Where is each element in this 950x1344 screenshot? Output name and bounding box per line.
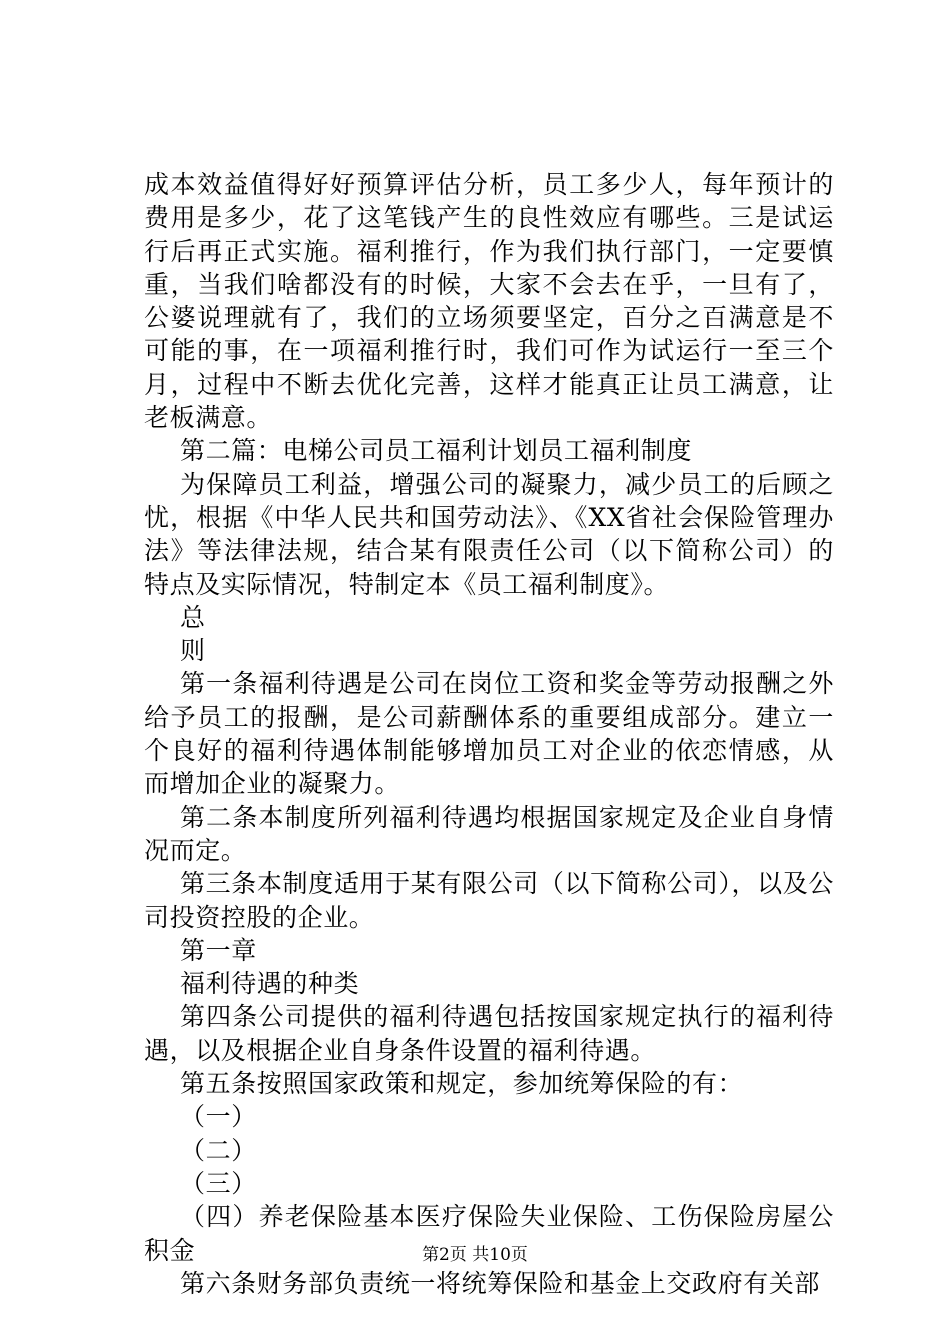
paragraph: 福利待遇的种类 [180,969,360,999]
paragraph: 总 [180,602,206,632]
paragraph: 第三条本制度适用于某有限公司（以下简称公司），以及公司投资控股的企业。 [144,869,834,932]
paragraph: 第二篇：电梯公司员工福利计划员工福利制度 [180,436,693,466]
paragraph: 成本效益值得好好预算评估分析，员工多少人，每年预计的费用是多少，花了这笔钱产生的良性效应有哪些。三是试运行后再正式实施。福利推行，作为我们执行部门，一定要慎重，当我们啥都没有的时候，大家不会去在乎，一旦有了，公婆说理就有了，我们的立场须要坚定，百分之百满意是不可能的事，在一项福利推行时，我们可作为试运行一至三个月，过程中不断去优化完善，这样才能真正让员工满意，让老板满意。 [144,170,834,433]
paragraph: 第五条按照国家政策和规定，参加统筹保险的有： [180,1069,744,1099]
paragraph: 第四条公司提供的福利待遇包括按国家规定执行的福利待遇，以及根据企业自身条件设置的福利待遇。 [144,1002,834,1065]
paragraph: 第一条福利待遇是公司在岗位工资和奖金等劳动报酬之外给予员工的报酬，是公司薪酬体系的重要组成部分。建立一个良好的福利待遇体制能够增加员工对企业的依恋情感，从而增加企业的凝聚力。 [144,669,834,799]
paragraph: （二） [180,1135,257,1165]
page-footer: 第2页 共10页 [422,1245,528,1265]
paragraph: （四）养老保险基本医疗保险失业保险、工伤保险房屋公积金 [144,1202,834,1265]
document-body [144,168,834,1300]
paragraph: 则 [180,636,206,666]
paragraph: 第一章 [180,935,257,965]
paragraph: 第六条财务部负责统一将统筹保险和基金上交政府有关部 [180,1268,821,1298]
paragraph: （三） [180,1168,257,1198]
paragraph: 为保障员工利益，增强公司的凝聚力，减少员工的后顾之忧，根据《中华人民共和国劳动法》、《XX省社会保险管理办法》等法律法规，结合某有限责任公司（以下简称公司）的特点及实际情况，特制定本《员工福利制度》。 [144,469,834,599]
paragraph: 第二条本制度所列福利待遇均根据国家规定及企业自身情况而定。 [144,802,834,865]
paragraph: （一） [180,1102,257,1132]
